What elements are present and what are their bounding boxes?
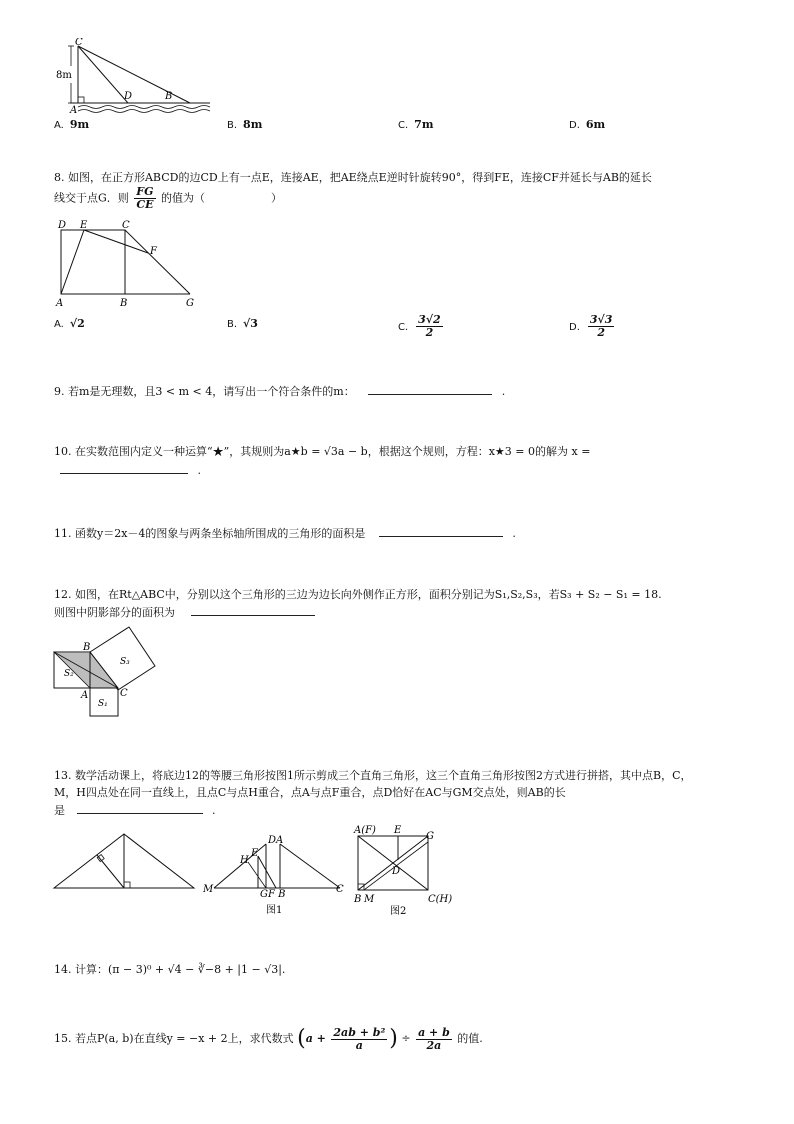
- q8-label-c: C: [122, 220, 130, 231]
- q8-option-c[interactable]: C. $\frac{3√2}{2}$: [398, 313, 441, 339]
- q12-label-s2: S₂: [64, 669, 74, 679]
- q8-option-d[interactable]: D. $\frac{3√3}{2}$: [569, 313, 613, 339]
- q7-figure: [50, 38, 220, 118]
- q8-option-b[interactable]: B. √3: [227, 317, 258, 330]
- q13-fig1-label-h: H: [240, 855, 249, 866]
- q8-label-a: A: [56, 298, 64, 309]
- q13-fig2-label-b: B: [354, 894, 362, 905]
- q13-text-line1: 13. 数学活动课上，将底边12的等腰三角形按图1所示剪成三个直角三角形，这三个直角三角形按图2方式进行拼搭，其中点B，C，: [54, 769, 692, 782]
- q13-figure2: [350, 822, 460, 916]
- q13-fig1-label-da: DA: [268, 835, 284, 846]
- q13-fig2-label-e: E: [394, 825, 402, 836]
- q13-fig2-caption: 图2: [390, 906, 407, 916]
- q13-figure1: [200, 832, 350, 916]
- q8-text-line1: 8. 如图，在正方形ABCD的边CD上有一点E，连接AE，把AE绕点E逆时针旋转90°，得到FE，连接CF并延长与AB的延长: [54, 171, 652, 184]
- q13-fig2-label-d: D: [392, 866, 401, 877]
- q9-answer-blank[interactable]: [368, 383, 492, 395]
- q10-text: 10. 在实数范围内定义一种运算“★”，其规则为a★b = √3a − b，根据这个规则，方程：x★3 = 0的解为 x =: [54, 445, 591, 458]
- q13-fig2-label-m: M: [364, 894, 375, 905]
- q12-text-line1: 12. 如图，在Rt△ABC中，分别以这个三角形的三边为边长向外侧作正方形，面积分别记为S₁,S₂,S₃，若S₃ + S₂ − S₁ = 18.: [54, 588, 662, 601]
- q10-line2: .: [54, 462, 201, 479]
- q8-option-a[interactable]: A. √2: [54, 317, 85, 330]
- q7-option-b[interactable]: B. 8m: [227, 118, 263, 131]
- q12-label-s3: S₃: [120, 657, 130, 667]
- q12-label-c: C: [120, 688, 128, 699]
- q7-option-c[interactable]: C. 7m: [398, 118, 434, 131]
- q13-fig1-label-m: M: [203, 884, 214, 895]
- q7-label-d: D: [124, 91, 133, 102]
- q8-label-e: E: [80, 220, 88, 231]
- q13-fig1-caption: 图1: [266, 905, 283, 916]
- q13-fig1-label-c: C: [336, 884, 344, 895]
- q12-label-s1: S₁: [98, 699, 108, 709]
- q8-line2-prefix: 线交于点G．则: [54, 191, 129, 205]
- q10-answer-blank[interactable]: [60, 462, 188, 474]
- q12-label-b: B: [83, 642, 91, 653]
- q12-label-a: A: [81, 690, 89, 701]
- q8-figure: [50, 218, 210, 310]
- q12-answer-blank[interactable]: [191, 604, 315, 616]
- q8-fraction: $\frac{FG}{CE}$: [136, 185, 154, 211]
- q13-fig1-label-gfb: GF B: [260, 889, 286, 900]
- q14-text: 14. 计算：(π − 3)⁰ + √4 − ∛−8 + |1 − √3|.: [54, 963, 286, 976]
- q9-text: 9. 若m是无理数，且3 < m < 4，请写出一个符合条件的m： .: [54, 385, 506, 398]
- q13-answer-blank[interactable]: [77, 802, 203, 814]
- q13-fig1-label-e: E: [251, 848, 259, 859]
- q8-line2-suffix: 的值为（ ）: [161, 191, 283, 205]
- q8-label-d: D: [58, 220, 67, 231]
- q7-label-height: 8m: [56, 70, 72, 81]
- q13-text-line3: 是 .: [54, 804, 216, 817]
- q15-fraction-1: $\frac{\text{2ab + b²}}{a}$: [333, 1025, 386, 1052]
- q13-fig2-label-g: G: [426, 831, 434, 842]
- q7-label-a: A: [70, 105, 78, 116]
- q7-option-a[interactable]: A. 9m: [54, 118, 90, 131]
- q11-answer-blank[interactable]: [379, 525, 503, 537]
- q12-figure: [50, 624, 160, 720]
- q7-label-c: C: [75, 38, 83, 48]
- q8-text-line2: [54, 186, 282, 211]
- q7-label-b: B: [165, 91, 173, 102]
- q13-fig2-label-ch: C(H): [428, 894, 453, 905]
- q15-fraction-2: $\frac{a + b}{2a}$: [418, 1025, 450, 1052]
- q12-text-line2: 则图中阴影部分的面积为: [54, 604, 315, 621]
- q13-fig2-label-af: A(F): [354, 825, 376, 836]
- q8-label-f: F: [150, 246, 157, 257]
- q8-label-b: B: [120, 298, 128, 309]
- q11-text: 11. 函数y＝2x－4的图象与两条坐标轴所围成的三角形的面积是 .: [54, 527, 516, 540]
- q15-text: 15. 若点P(a, b)在直线y = −x + 2上，求代数式 (a + $\frac{\text{2ab + b²}}{a}$ ) ÷ $\frac{a + b}{2a}$ 的值.: [54, 1025, 483, 1052]
- q13-text-line2: M，H四点处在同一直线上，且点C与点H重合，点A与点F重合，点D恰好在AC与GM交点处，则AB的长: [54, 786, 566, 799]
- q8-label-g: G: [186, 298, 194, 309]
- q13-original-triangle: [52, 830, 198, 892]
- q7-option-d[interactable]: D. 6m: [569, 118, 606, 131]
